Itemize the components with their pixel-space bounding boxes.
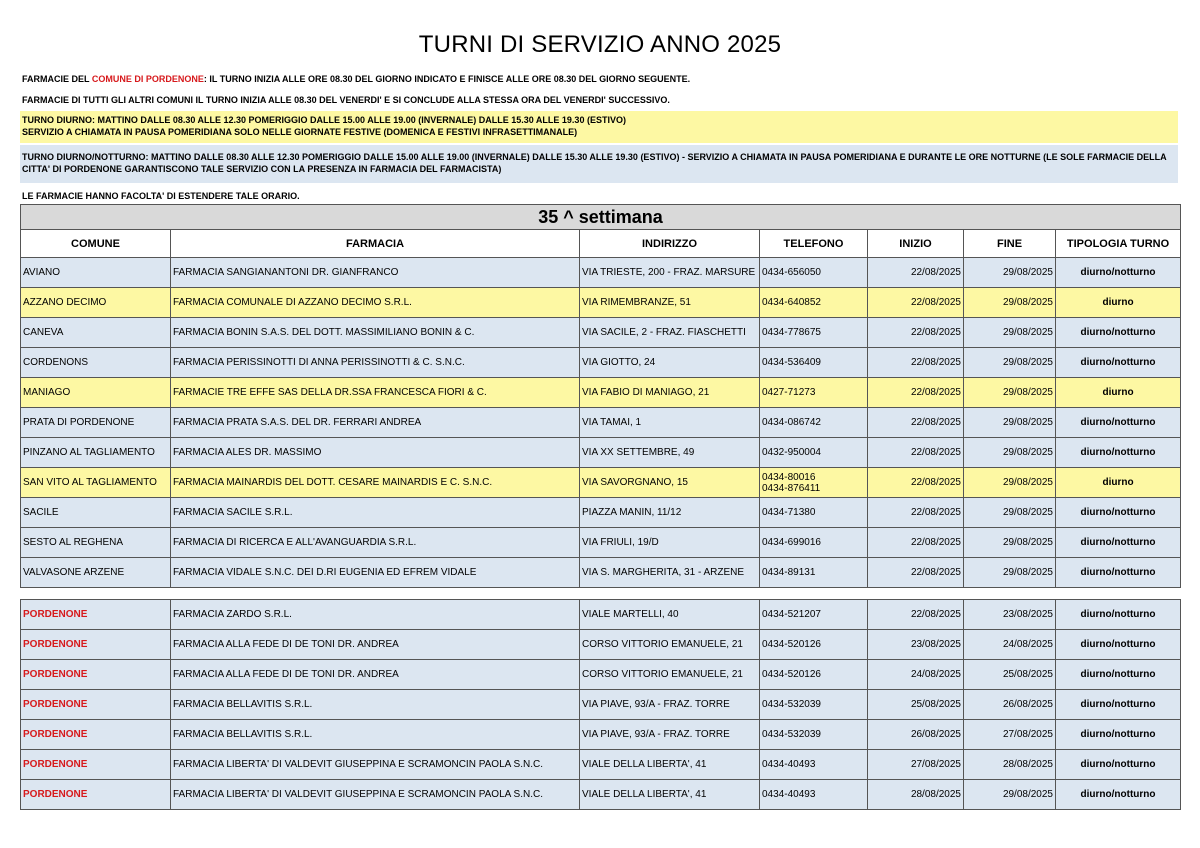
table-row-pordenone — [21, 630, 1181, 660]
inizio-cell: 25/08/2025 — [868, 690, 964, 720]
header-comune: COMUNE — [21, 230, 171, 258]
fine-cell: 29/08/2025 — [964, 288, 1056, 318]
table-row — [21, 378, 1181, 408]
comune-cell: SESTO AL REGHENA — [21, 528, 171, 558]
indirizzo-cell: VIA XX SETTEMBRE, 49 — [580, 438, 760, 468]
telefono-cell: 0434-89131 — [760, 558, 868, 588]
indirizzo-cell: VIALE DELLA LIBERTA', 41 — [580, 780, 760, 810]
indirizzo-cell: VIA S. MARGHERITA, 31 - ARZENE — [580, 558, 760, 588]
farmacia-cell: FARMACIA BONIN S.A.S. DEL DOTT. MASSIMILIANO BONIN & C. — [171, 318, 580, 348]
comune-cell: PORDENONE — [21, 780, 171, 810]
comune-cell: AVIANO — [21, 258, 171, 288]
indirizzo-cell: CORSO VITTORIO EMANUELE, 21 — [580, 660, 760, 690]
inizio-cell: 22/08/2025 — [868, 438, 964, 468]
table-row — [21, 498, 1181, 528]
indirizzo-cell: PIAZZA MANIN, 11/12 — [580, 498, 760, 528]
farmacia-cell: FARMACIA SANGIANANTONI DR. GIANFRANCO — [171, 258, 580, 288]
telefono-cell: 0434-532039 — [760, 720, 868, 750]
telefono-cell: 0434-40493 — [760, 780, 868, 810]
fine-cell: 29/08/2025 — [964, 408, 1056, 438]
farmacia-cell: FARMACIA LIBERTA' DI VALDEVIT GIUSEPPINA E SCRAMONCIN PAOLA S.N.C. — [171, 780, 580, 810]
tipologia-cell: diurno/notturno — [1056, 438, 1181, 468]
fine-cell: 28/08/2025 — [964, 750, 1056, 780]
fine-cell: 29/08/2025 — [964, 528, 1056, 558]
fine-cell: 23/08/2025 — [964, 600, 1056, 630]
inizio-cell: 22/08/2025 — [868, 558, 964, 588]
telefono-cell: 0434-656050 — [760, 258, 868, 288]
tipologia-cell: diurno/notturno — [1056, 408, 1181, 438]
turni-table — [20, 204, 1181, 810]
indirizzo-cell: VIA TAMAI, 1 — [580, 408, 760, 438]
telefono-cell: 0434-640852 — [760, 288, 868, 318]
indirizzo-cell: VIA PIAVE, 93/A - FRAZ. TORRE — [580, 690, 760, 720]
tipologia-cell: diurno/notturno — [1056, 630, 1181, 660]
note-pordenone-highlight: COMUNE DI PORDENONE — [91, 74, 204, 84]
note-pordenone-suffix: : IL TURNO INIZIA ALLE ORE 08.30 DEL GIORNO INDICATO E FINISCE ALLE ORE 08.30 DEL GIORNO SEGUENTE. — [203, 74, 691, 84]
header-telefono: TELEFONO — [760, 230, 868, 258]
header-tipologia: TIPOLOGIA TURNO — [1056, 230, 1181, 258]
farmacia-cell: FARMACIA ALLA FEDE DI DE TONI DR. ANDREA — [171, 660, 580, 690]
farmacia-cell: FARMACIA BELLAVITIS S.R.L. — [171, 720, 580, 750]
tipologia-cell: diurno/notturno — [1056, 318, 1181, 348]
week-label: 35 ^ settimana — [21, 205, 1181, 230]
telefono-1: 0434-80016 — [762, 471, 816, 483]
telefono-cell: 0434-699016 — [760, 528, 868, 558]
tipologia-cell: diurno/notturno — [1056, 750, 1181, 780]
turno-diurno-line-2: SERVIZIO A CHIAMATA IN PAUSA POMERIDIANA SOLO NELLE GIORNATE FESTIVE (DOMENICA E FESTIVI INFRASETTIMANALE) — [22, 127, 578, 137]
note-altri-comuni: FARMACIE DI TUTTI GLI ALTRI COMUNI IL TURNO INIZIA ALLE 08.30 DEL VENERDI' E SI CONCLUDE ALLA STESSA ORA DEL VENERDI' SUCCESSIVO. — [22, 95, 670, 105]
farmacia-cell: FARMACIA BELLAVITIS S.R.L. — [171, 690, 580, 720]
header-inizio: INIZIO — [868, 230, 964, 258]
inizio-cell: 22/08/2025 — [868, 528, 964, 558]
telefono-cell: 0434-532039 — [760, 690, 868, 720]
comune-cell: VALVASONE ARZENE — [21, 558, 171, 588]
turno-diurno-box — [20, 111, 1178, 143]
note-pordenone-prefix: FARMACIE DEL — [22, 74, 92, 84]
indirizzo-cell: CORSO VITTORIO EMANUELE, 21 — [580, 630, 760, 660]
comune-cell: CANEVA — [21, 318, 171, 348]
telefono-cell: 0434-536409 — [760, 348, 868, 378]
tipologia-cell: diurno/notturno — [1056, 690, 1181, 720]
table-row — [21, 558, 1181, 588]
header-row — [21, 230, 1181, 258]
indirizzo-cell: VIA FABIO DI MANIAGO, 21 — [580, 378, 760, 408]
fine-cell: 29/08/2025 — [964, 318, 1056, 348]
farmacia-cell: FARMACIA PERISSINOTTI DI ANNA PERISSINOTTI & C. S.N.C. — [171, 348, 580, 378]
telefono-cell: 0434-40493 — [760, 750, 868, 780]
comune-cell: PORDENONE — [21, 600, 171, 630]
fine-cell: 29/08/2025 — [964, 780, 1056, 810]
turno-notturno-box — [20, 145, 1178, 183]
inizio-cell: 24/08/2025 — [868, 660, 964, 690]
table-row — [21, 528, 1181, 558]
farmacia-cell: FARMACIE TRE EFFE SAS DELLA DR.SSA FRANCESCA FIORI & C. — [171, 378, 580, 408]
table-row — [21, 348, 1181, 378]
comune-cell: AZZANO DECIMO — [21, 288, 171, 318]
farmacia-cell: FARMACIA COMUNALE DI AZZANO DECIMO S.R.L. — [171, 288, 580, 318]
comune-cell: PORDENONE — [21, 720, 171, 750]
fine-cell: 29/08/2025 — [964, 558, 1056, 588]
telefono-cell: 0427-71273 — [760, 378, 868, 408]
telefono-cell: 0434-520126 — [760, 660, 868, 690]
table-row — [21, 408, 1181, 438]
comune-cell: SACILE — [21, 498, 171, 528]
table-row-pordenone — [21, 690, 1181, 720]
inizio-cell: 22/08/2025 — [868, 408, 964, 438]
indirizzo-cell: VIALE DELLA LIBERTA', 41 — [580, 750, 760, 780]
comune-cell: PRATA DI PORDENONE — [21, 408, 171, 438]
inizio-cell: 22/08/2025 — [868, 498, 964, 528]
comune-cell: PORDENONE — [21, 690, 171, 720]
tipologia-cell: diurno/notturno — [1056, 528, 1181, 558]
farmacia-cell: FARMACIA DI RICERCA E ALL'AVANGUARDIA S.R.L. — [171, 528, 580, 558]
table-row-pordenone — [21, 600, 1181, 630]
fine-cell: 29/08/2025 — [964, 348, 1056, 378]
table-row — [21, 318, 1181, 348]
page-title: TURNI DI SERVIZIO ANNO 2025 — [418, 31, 782, 58]
telefono-cell — [760, 468, 868, 498]
inizio-cell: 22/08/2025 — [868, 468, 964, 498]
fine-cell: 29/08/2025 — [964, 498, 1056, 528]
tipologia-cell: diurno/notturno — [1056, 780, 1181, 810]
fine-cell: 27/08/2025 — [964, 720, 1056, 750]
telefono-2: 0434-876411 — [762, 482, 821, 494]
header-indirizzo: INDIRIZZO — [580, 230, 760, 258]
indirizzo-cell: VIA PIAVE, 93/A - FRAZ. TORRE — [580, 720, 760, 750]
table-row — [21, 468, 1181, 498]
indirizzo-cell: VIA SACILE, 2 - FRAZ. FIASCHETTI — [580, 318, 760, 348]
turno-notturno-text: TURNO DIURNO/NOTTURNO: MATTINO DALLE 08.30 ALLE 12.30 POMERIGGIO DALLE 15.00 ALLE 19.00 (INVERNALE) DALLE 15.30 ALLE 19.30 (ESTIVO) - SERVIZIO A CHIAMATA IN PAUSA POMERIDIANA E DURANTE LE ORE NOTTURNE (LE SOLE FARMACIE DELLA CITTA' DI PORDENONE GARANTISCONO TALE SERVIZIO CON LA PRESENZA IN FARMACIA DEL FARMACISTA) — [22, 152, 1167, 174]
table-row-pordenone — [21, 720, 1181, 750]
comune-cell: PORDENONE — [21, 660, 171, 690]
fine-cell: 29/08/2025 — [964, 378, 1056, 408]
tipologia-cell: diurno/notturno — [1056, 660, 1181, 690]
week-row — [21, 205, 1181, 230]
tipologia-cell: diurno/notturno — [1056, 558, 1181, 588]
fine-cell: 25/08/2025 — [964, 660, 1056, 690]
inizio-cell: 22/08/2025 — [868, 288, 964, 318]
inizio-cell: 23/08/2025 — [868, 630, 964, 660]
tipologia-cell: diurno/notturno — [1056, 348, 1181, 378]
comune-cell: PINZANO AL TAGLIAMENTO — [21, 438, 171, 468]
comune-cell: PORDENONE — [21, 750, 171, 780]
indirizzo-cell: VIA TRIESTE, 200 - FRAZ. MARSURE — [580, 258, 760, 288]
note-pordenone — [22, 73, 1180, 85]
farmacia-cell: FARMACIA PRATA S.A.S. DEL DR. FERRARI ANDREA — [171, 408, 580, 438]
farmacia-cell: FARMACIA VIDALE S.N.C. DEI D.RI EUGENIA ED EFREM VIDALE — [171, 558, 580, 588]
header-farmacia: FARMACIA — [171, 230, 580, 258]
tipologia-cell: diurno — [1056, 288, 1181, 318]
indirizzo-cell: VIA SAVORGNANO, 15 — [580, 468, 760, 498]
comune-cell: CORDENONS — [21, 348, 171, 378]
table-row — [21, 438, 1181, 468]
table-row-pordenone — [21, 750, 1181, 780]
inizio-cell: 22/08/2025 — [868, 258, 964, 288]
telefono-cell: 0434-086742 — [760, 408, 868, 438]
farmacia-cell: FARMACIA MAINARDIS DEL DOTT. CESARE MAINARDIS E C. S.N.C. — [171, 468, 580, 498]
separator-cell — [21, 588, 1181, 600]
tipologia-cell: diurno/notturno — [1056, 600, 1181, 630]
indirizzo-cell: VIA FRIULI, 19/D — [580, 528, 760, 558]
farmacia-cell: FARMACIA LIBERTA' DI VALDEVIT GIUSEPPINA E SCRAMONCIN PAOLA S.N.C. — [171, 750, 580, 780]
table-row — [21, 258, 1181, 288]
inizio-cell: 26/08/2025 — [868, 720, 964, 750]
farmacia-cell: FARMACIA ALLA FEDE DI DE TONI DR. ANDREA — [171, 630, 580, 660]
indirizzo-cell: VIALE MARTELLI, 40 — [580, 600, 760, 630]
telefono-cell: 0434-521207 — [760, 600, 868, 630]
turno-diurno-line-1: TURNO DIURNO: MATTINO DALLE 08.30 ALLE 12.30 POMERIGGIO DALLE 15.00 ALLE 19.00 (INVERNALE) DALLE 15.30 ALLE 19.30 (ESTIVO) — [22, 115, 626, 125]
fine-cell: 24/08/2025 — [964, 630, 1056, 660]
header-fine: FINE — [964, 230, 1056, 258]
telefono-cell: 0432-950004 — [760, 438, 868, 468]
tipologia-cell: diurno/notturno — [1056, 498, 1181, 528]
farmacia-cell: FARMACIA ZARDO S.R.L. — [171, 600, 580, 630]
inizio-cell: 22/08/2025 — [868, 600, 964, 630]
tipologia-cell: diurno — [1056, 378, 1181, 408]
comune-cell: SAN VITO AL TAGLIAMENTO — [21, 468, 171, 498]
inizio-cell: 28/08/2025 — [868, 780, 964, 810]
table-row-pordenone — [21, 660, 1181, 690]
indirizzo-cell: VIA GIOTTO, 24 — [580, 348, 760, 378]
comune-cell: MANIAGO — [21, 378, 171, 408]
telefono-cell: 0434-71380 — [760, 498, 868, 528]
fine-cell: 29/08/2025 — [964, 258, 1056, 288]
table-row-pordenone — [21, 780, 1181, 810]
separator-row — [21, 588, 1181, 600]
inizio-cell: 27/08/2025 — [868, 750, 964, 780]
comune-cell: PORDENONE — [21, 630, 171, 660]
tipologia-cell: diurno/notturno — [1056, 258, 1181, 288]
indirizzo-cell: VIA RIMEMBRANZE, 51 — [580, 288, 760, 318]
note-facolta: LE FARMACIE HANNO FACOLTA' DI ESTENDERE TALE ORARIO. — [22, 191, 300, 201]
fine-cell: 26/08/2025 — [964, 690, 1056, 720]
table-row — [21, 288, 1181, 318]
farmacia-cell: FARMACIA ALES DR. MASSIMO — [171, 438, 580, 468]
tipologia-cell: diurno/notturno — [1056, 720, 1181, 750]
telefono-cell: 0434-778675 — [760, 318, 868, 348]
telefono-cell: 0434-520126 — [760, 630, 868, 660]
inizio-cell: 22/08/2025 — [868, 348, 964, 378]
inizio-cell: 22/08/2025 — [868, 378, 964, 408]
inizio-cell: 22/08/2025 — [868, 318, 964, 348]
fine-cell: 29/08/2025 — [964, 468, 1056, 498]
fine-cell: 29/08/2025 — [964, 438, 1056, 468]
tipologia-cell: diurno — [1056, 468, 1181, 498]
farmacia-cell: FARMACIA SACILE S.R.L. — [171, 498, 580, 528]
